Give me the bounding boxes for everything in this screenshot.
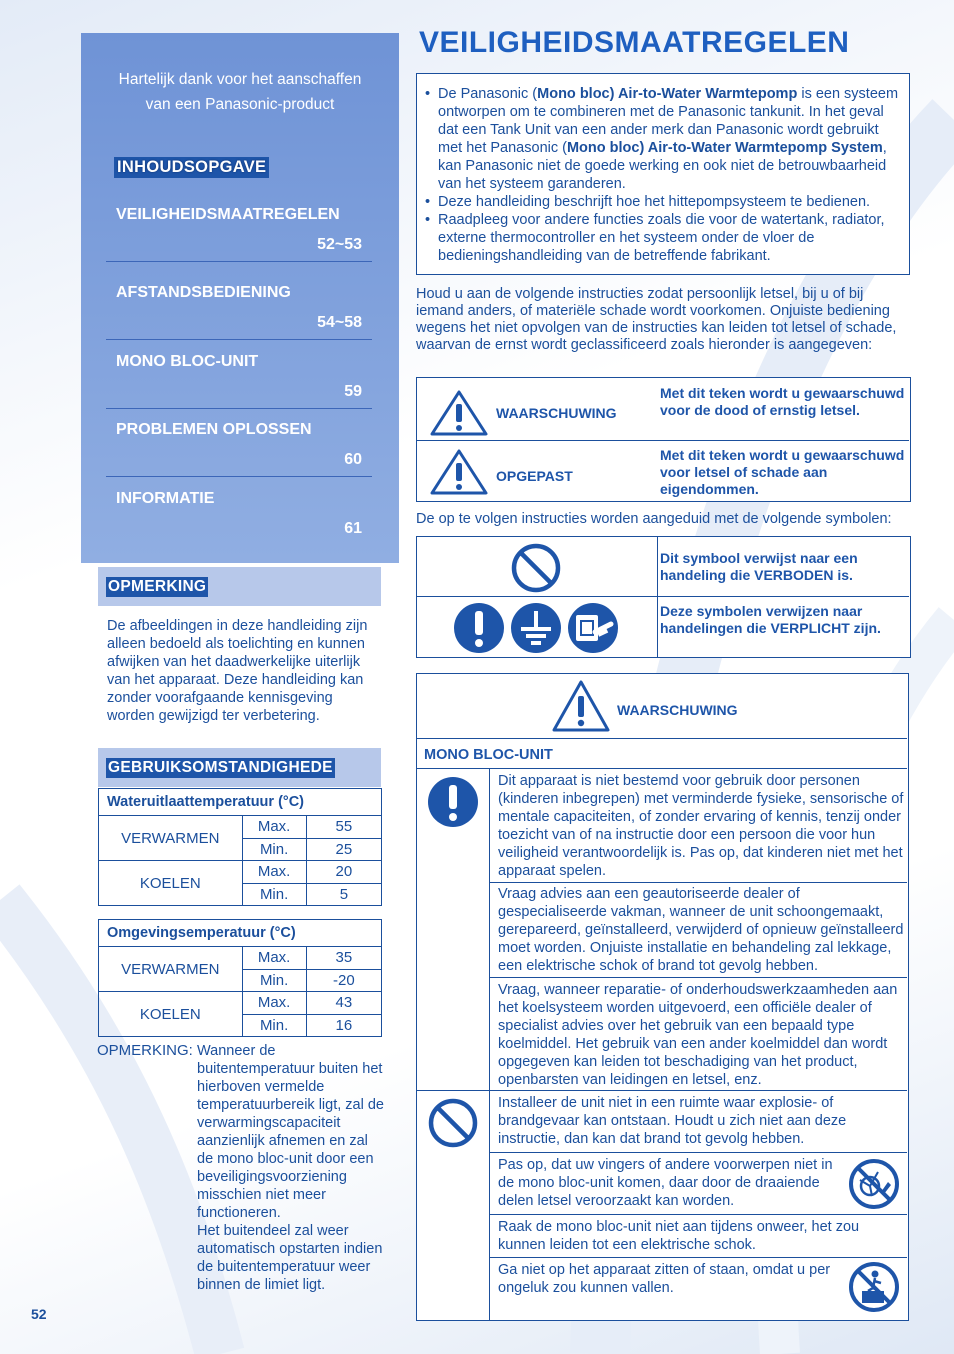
conditions-header xyxy=(98,748,381,787)
symbols-paragraph: De op te volgen instructies worden aangeduid met de volgende symbolen: xyxy=(416,511,892,527)
row-divider xyxy=(417,738,907,739)
toc-divider xyxy=(106,339,372,340)
water-temperature-table xyxy=(98,788,382,906)
note-header xyxy=(98,567,381,606)
water-table-title: Wateruitlaattemperatuur (°C) xyxy=(99,789,382,816)
prohibited-icon xyxy=(510,542,562,594)
prohibited-icon xyxy=(427,1097,479,1149)
toc-item-safety[interactable] xyxy=(106,194,372,262)
warning-row-3: Vraag, wanneer reparatie- of onderhoudswerkzaamheden aan het koelsysteem worden uitgevoerd, een officiële dealer of specialist advies over het gebruik van een bepaald type koelmiddel. Het gebruik van een ander koelmiddel dan wordt opgegeven kan leiden tot beschadiging van het product, openbarsten van leidingen en letsel, enz. xyxy=(498,982,898,1088)
conditions-heading: GEBRUIKSOMSTANDIGHEDE xyxy=(108,759,333,776)
toc-divider xyxy=(106,476,372,477)
row-divider xyxy=(489,882,907,883)
toc-item-remote[interactable] xyxy=(106,272,372,340)
severity-row-warning xyxy=(417,378,909,441)
water-cool-max: 20 xyxy=(306,861,381,884)
row-divider xyxy=(489,977,907,978)
instructions-paragraph: Houd u aan de volgende instructies zodat persoonlijk letsel, bij u of bij iemand anders, of materiële schade wordt voorkomen. Onjuiste bediening wegens het niet opvolgen van de instructies kan leiden tot letsel of schade, waarvan de ernst wordt geclassificeerd zoals hieronder is aangegeven: xyxy=(416,286,897,353)
ambient-table-title: Omgevingsemperatuur (°C) xyxy=(99,920,382,947)
mode-heating: VERWARMEN xyxy=(99,947,243,992)
intro-emphasis: Mono bloc) Air-to-Water Warmtepomp xyxy=(537,86,798,102)
thanks-text xyxy=(81,67,399,117)
intro-text: De Panasonic ( xyxy=(438,86,538,102)
intro-bullet-3: • Raadpleeg voor andere functies zoals die voor de watertank, radiator, externe thermocontroller en het systeem onder de vloer de bedieningshandleiding van de betreffende fabrikant. xyxy=(425,211,903,265)
note-text: De afbeeldingen in deze handleiding zijn alleen bedoeld als toelichting en kunnen afwijken van het daadwerkelijke uiterlijk van het apparaat. Deze handleiding kan zonder voorafgaande kennisgeving worden gewijzigd ter verbetering. xyxy=(107,618,368,724)
toc-divider xyxy=(106,261,372,262)
mode-heating: VERWARMEN xyxy=(99,816,243,861)
thanks-line-1: Hartelijk dank voor het aanschaffen xyxy=(118,71,362,88)
no-standing-on-unit-icon xyxy=(848,1261,900,1313)
warning-triangle-icon xyxy=(429,389,489,437)
limit-max: Max. xyxy=(242,992,306,1015)
warning-row-2: Vraag advies aan een geautoriseerde dealer of gespecialiseerde vakman, wanneer de unit schoongemaakt, gerepareerd, geïnstalleerd, verwijderd of opnieuw geïnstalleerd moet worden. Onjuiste installatie en behandeling zal lekkage, een elektrische schok of brand tot gevolg hebben. xyxy=(498,886,904,974)
warning-row-1: Dit apparaat is niet bestemd voor gebruik door personen (kinderen inbegrepen) met verminderde fysieke, sensorische of mentale capaciteiten, of zonder ervaring of kennis, tenzij onder toezicht van of na instructie door een persoon die voor hun veiligheid verantwoordelijk is. Pas op, dat kinderen niet met het apparaat spelen. xyxy=(498,773,904,879)
limit-min: Min. xyxy=(242,883,306,906)
toc-heading: INHOUDSOPGAVE xyxy=(114,157,269,178)
warning-table xyxy=(416,673,909,1321)
symbol-row-prohibited xyxy=(417,537,909,597)
water-heat-max: 55 xyxy=(306,816,381,839)
caution-triangle-icon xyxy=(429,448,489,496)
warning-triangle-icon xyxy=(551,679,611,733)
symbol-desc: Deze symbolen verwijzen naar handelingen die VERPLICHT zijn. xyxy=(660,603,881,636)
no-fingers-in-fan-icon xyxy=(848,1158,900,1210)
intro-bullet-2: • Deze handleiding beschrijft hoe het hittepompsysteem te bedienen. xyxy=(425,193,903,211)
ambient-cool-max: 43 xyxy=(306,992,381,1015)
toc-item-mono-bloc[interactable] xyxy=(106,341,372,409)
symbols-table xyxy=(416,536,911,658)
thanks-line-2: van een Panasonic-product xyxy=(145,96,335,113)
toc-item-title: VEILIGHEIDSMAATREGELEN xyxy=(116,206,340,223)
intro-text: , kan Panasonic niet de goede werking en ook niet de betrouwbaarheid van het systeem garanderen. xyxy=(438,140,887,192)
column-divider xyxy=(489,768,490,1320)
ambient-heat-max: 35 xyxy=(306,947,381,970)
toc-item-pages: 61 xyxy=(344,520,362,537)
limit-min: Min. xyxy=(242,838,306,861)
page-title: VEILIGHEIDSMAATREGELEN xyxy=(419,26,850,59)
intro-text: is een systeem ontworpen om te combineren met de Panasonic tankunit. In het geval dat een Tank Unit van een ander merk dan Panasonic wordt gebruikt met het Panasonic ( xyxy=(438,86,899,156)
unplug-icon xyxy=(567,602,619,654)
limit-max: Max. xyxy=(242,861,306,884)
intro-list xyxy=(425,85,903,265)
conditions-note-paragraph-1: Wanneer de buitentemperatuur buiten het hierboven vermelde temperatuurbereik ligt, zal de verwarmingscapaciteit aanzienlijk afnemen en zal de mono bloc-unit door een beveiligingsvoorziening misschien niet meer functioneren. xyxy=(197,1043,384,1221)
mandatory-exclamation-icon xyxy=(427,776,479,828)
warning-row-4: Installeer de unit niet in een ruimte waar explosie- of brandgevaar kan ontstaan. Houdt u zich niet aan deze instructie, dan kan dat brand tot gevolg hebben. xyxy=(498,1095,847,1147)
mandatory-exclamation-icon xyxy=(453,602,505,654)
toc-item-pages: 60 xyxy=(344,451,362,468)
intro-emphasis: Mono bloc) Air-to-Water Warmtepomp System xyxy=(566,140,883,156)
ground-earth-icon xyxy=(510,602,562,654)
conditions-note-label: OPMERKING: xyxy=(97,1042,193,1059)
severity-label: WAARSCHUWING xyxy=(496,405,617,421)
row-divider xyxy=(489,1214,907,1215)
warning-row-5: Pas op, dat uw vingers of andere voorwerpen niet in de mono bloc-unit komen, daar door de draaiende delen letsel veroorzaakt kan worden. xyxy=(498,1157,833,1209)
ambient-temperature-table xyxy=(98,919,382,1037)
mode-cooling: KOELEN xyxy=(99,992,243,1037)
intro-bullet-1 xyxy=(425,85,903,193)
warning-table-heading: WAARSCHUWING xyxy=(617,702,738,718)
severity-label: OPGEPAST xyxy=(496,468,573,484)
severity-table xyxy=(416,377,911,502)
toc-item-title: MONO BLOC-UNIT xyxy=(116,353,259,370)
row-divider xyxy=(489,1152,907,1153)
symbol-row-mandatory xyxy=(417,597,909,657)
warning-row-7: Ga niet op het apparaat zitten of staan, omdat u per ongeluk zou kunnen vallen. xyxy=(498,1262,831,1296)
row-divider xyxy=(417,1090,907,1091)
toc-item-title: PROBLEMEN OPLOSSEN xyxy=(116,421,312,438)
mode-cooling: KOELEN xyxy=(99,861,243,906)
row-divider xyxy=(489,1257,907,1258)
note-heading: OPMERKING xyxy=(108,578,207,595)
ambient-heat-min: -20 xyxy=(306,969,381,992)
limit-max: Max. xyxy=(242,816,306,839)
warning-row-6: Raak de mono bloc-unit niet aan tijdens onweer, het zou kunnen leiden tot een elektrische schok. xyxy=(498,1219,860,1253)
limit-min: Min. xyxy=(242,969,306,992)
conditions-note-text xyxy=(197,1042,387,1294)
severity-desc: Met dit teken wordt u gewaarschuwd voor letsel of schade aan eigendommen. xyxy=(660,447,905,497)
symbol-desc: Dit symbool verwijst naar een handeling die VERBODEN is. xyxy=(660,550,858,583)
water-cool-min: 5 xyxy=(306,883,381,906)
toc-item-pages: 59 xyxy=(344,383,362,400)
toc-item-information[interactable] xyxy=(106,478,372,546)
conditions-note-paragraph-2: Het buitendeel zal weer automatisch opstarten indien de buitentemperatuur weer binnen de limiet ligt. xyxy=(197,1223,383,1293)
toc-item-pages: 54~58 xyxy=(317,314,362,331)
limit-max: Max. xyxy=(242,947,306,970)
severity-row-caution xyxy=(417,441,909,501)
toc-item-title: AFSTANDSBEDIENING xyxy=(116,284,291,301)
page-number: 52 xyxy=(31,1306,47,1322)
toc-item-troubleshooting[interactable] xyxy=(106,409,372,477)
row-divider xyxy=(417,768,907,769)
toc-item-title: INFORMATIE xyxy=(116,490,215,507)
ambient-cool-min: 16 xyxy=(306,1014,381,1037)
water-heat-min: 25 xyxy=(306,838,381,861)
severity-desc: Met dit teken wordt u gewaarschuwd voor de dood of ernstig letsel. xyxy=(660,385,905,418)
toc-item-pages: 52~53 xyxy=(317,236,362,253)
intro-box xyxy=(416,73,910,275)
limit-min: Min. xyxy=(242,1014,306,1037)
section-label: MONO BLOC-UNIT xyxy=(424,747,553,763)
